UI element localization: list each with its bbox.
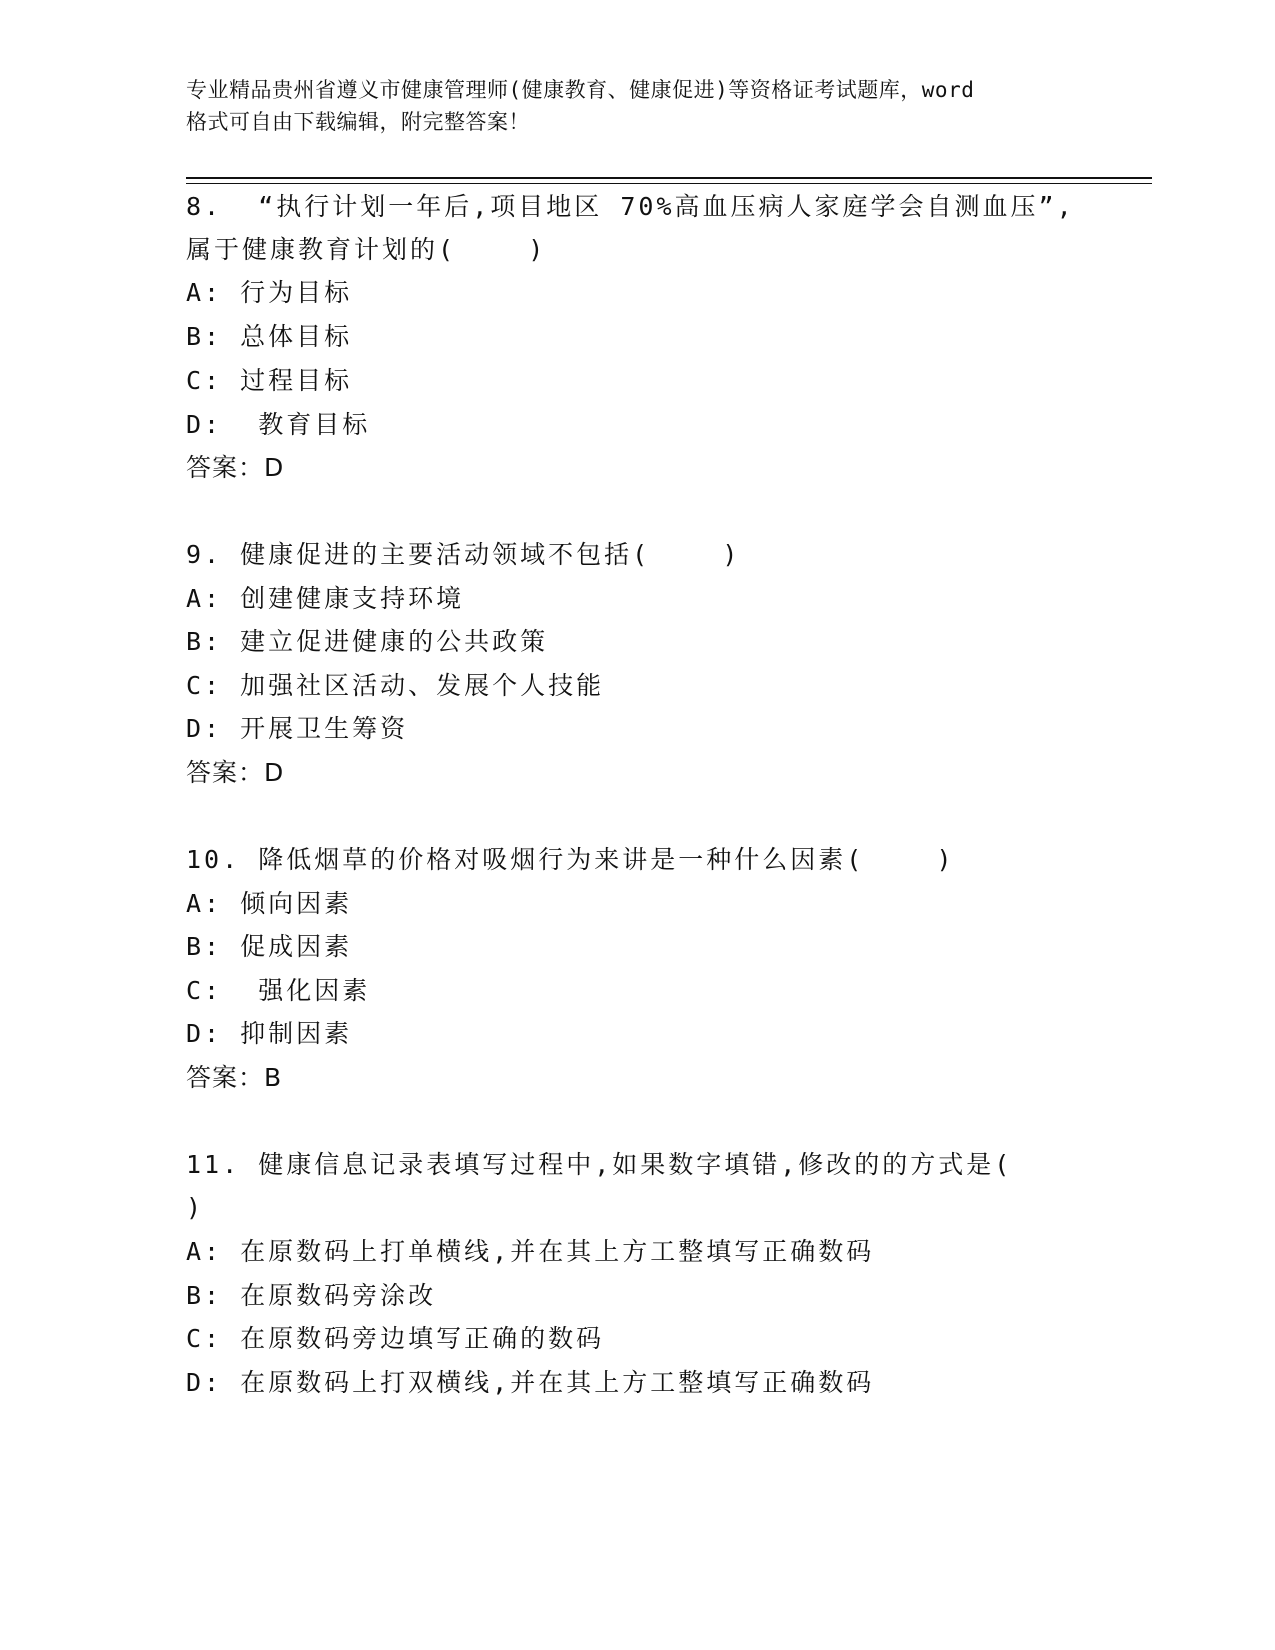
option-c: C: 过程目标 bbox=[186, 366, 353, 395]
question-stem-continued: ) bbox=[186, 1193, 205, 1222]
header-line-1: 专业精品贵州省遵义市健康管理师(健康教育、健康促进)等资格证考试题库，word bbox=[186, 78, 975, 102]
option-d: D: 在原数码上打双横线,并在其上方工整填写正确数码 bbox=[186, 1368, 875, 1397]
option-b: B: 建立促进健康的公共政策 bbox=[186, 627, 549, 656]
option-b: B: 在原数码旁涂改 bbox=[186, 1281, 437, 1310]
option-d: D: 教育目标 bbox=[186, 410, 371, 439]
option-d: D: 开展卫生筹资 bbox=[186, 714, 409, 743]
option-a: A: 倾向因素 bbox=[186, 889, 353, 918]
option-c: C: 加强社区活动、发展个人技能 bbox=[186, 671, 605, 700]
answer: 答案：D bbox=[186, 453, 285, 482]
option-b: B: 促成因素 bbox=[186, 932, 353, 961]
option-a: A: 在原数码上打单横线,并在其上方工整填写正确数码 bbox=[186, 1237, 875, 1266]
option-c: C: 在原数码旁边填写正确的数码 bbox=[186, 1324, 605, 1353]
header-line-2: 格式可自由下载编辑，附完整答案！ bbox=[186, 110, 530, 134]
option-a: A: 行为目标 bbox=[186, 278, 353, 307]
question-stem: 10. 降低烟草的价格对吸烟行为来讲是一种什么因素( ) bbox=[186, 845, 955, 874]
document-header bbox=[186, 74, 1086, 138]
answer: 答案：B bbox=[186, 1063, 283, 1092]
header-divider-thick bbox=[186, 177, 1152, 179]
option-c: C: 强化因素 bbox=[186, 976, 371, 1005]
answer: 答案：D bbox=[186, 758, 285, 787]
question-stem: 9. 健康促进的主要活动领域不包括( ) bbox=[186, 540, 741, 569]
header-divider-thin bbox=[186, 183, 1152, 184]
question-stem: 11. 健康信息记录表填写过程中,如果数字填错,修改的的方式是( bbox=[186, 1150, 1013, 1179]
option-d: D: 抑制因素 bbox=[186, 1019, 353, 1048]
option-a: A: 创建健康支持环境 bbox=[186, 584, 465, 613]
option-b: B: 总体目标 bbox=[186, 322, 353, 351]
question-stem: 8. “执行计划一年后,项目地区 70%高血压病人家庭学会自测血压”, bbox=[186, 192, 1075, 221]
question-stem-continued: 属于健康教育计划的( ) bbox=[186, 235, 547, 264]
